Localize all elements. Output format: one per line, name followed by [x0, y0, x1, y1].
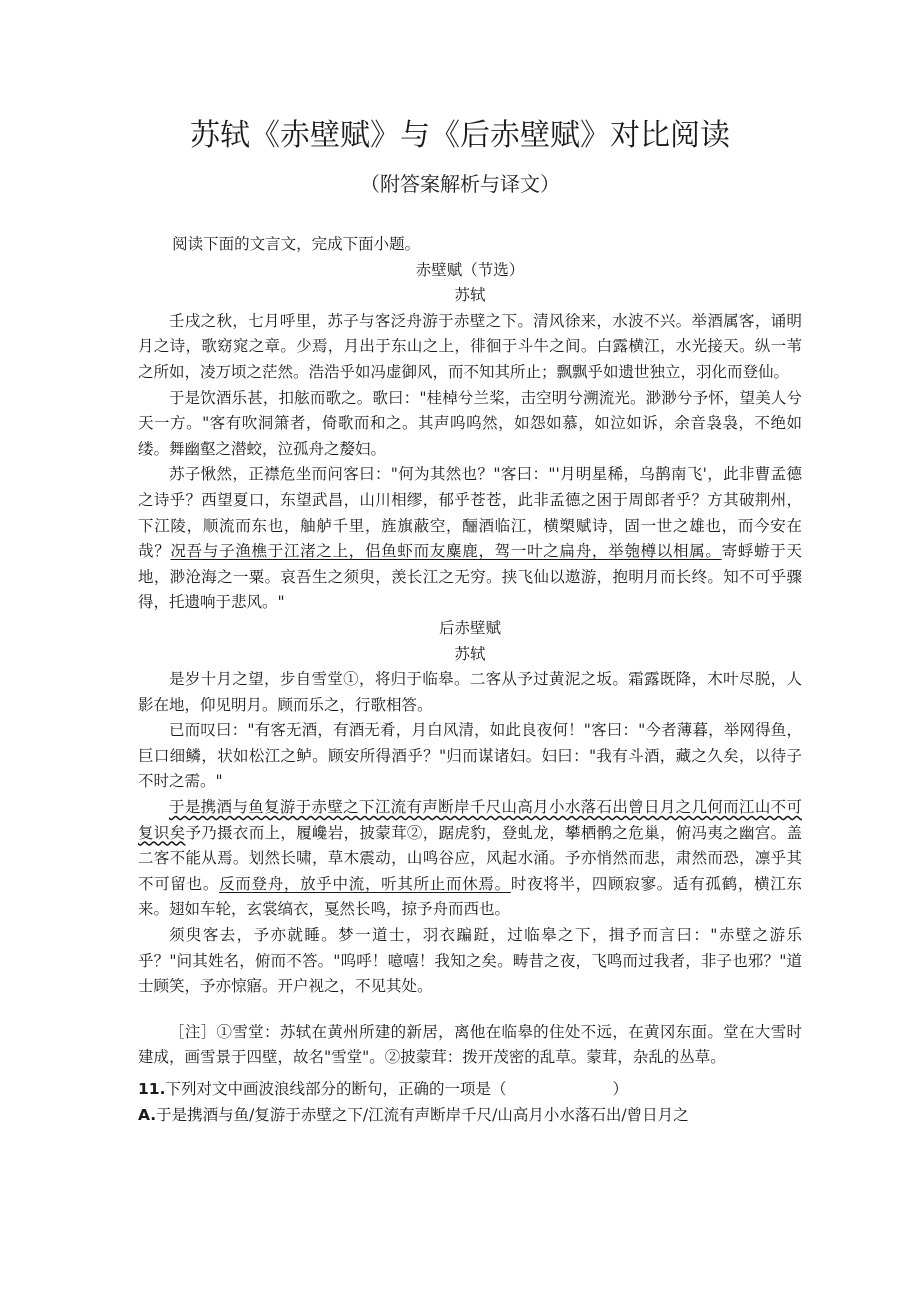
document-subtitle: （附答案解析与译文）: [360, 172, 560, 196]
question-stem: 下列对文中画波浪线部分的断句，正确的一项是（: [165, 1080, 507, 1098]
text2-paragraph-2: 已而叹曰："有客无酒，有酒无肴，月白风清，如此良夜何！"客曰："今者薄暮，举网得鱼，巨口细鳞，状如松江之鲈。顾安所得酒乎？"归而谋诸妇。妇曰："我有斗酒，藏之久矣，以待子不时之需。": [138, 721, 802, 791]
text1-paragraph-1: 壬戌之秋，七月呼里，苏子与客泛舟游于赤壁之下。清风徐来，水波不兴。举酒属客，诵明月之诗，歌窈窕之章。少焉，月出于东山之上，徘徊于斗牛之间。白露横江，水光接天。纵一苇之所如，凌万顷之茫然。浩浩乎如冯虚御风，而不知其所止；飘飘乎如遗世独立，羽化而登仙。: [138, 311, 802, 381]
text1-p3-part-b: 寄蜉蝣于天地，渺沧海之一粟。哀吾生之须臾，羡长江之无穷。挟飞仙以遨游，抱明月而长终。知不可乎骤得，托遗响于悲风。": [138, 542, 802, 612]
wavy-underlined-passage: 于是携酒与鱼复游于赤壁之下江流有声断岸千尺山高月小水落石出曾日月之几何而江山不可复识矣: [138, 798, 802, 842]
text1-paragraph-3: [138, 462, 802, 616]
text1-author: 苏轼: [454, 286, 486, 305]
text2-author: 苏轼: [454, 644, 486, 663]
underlined-sentence-1: 况吾与子渔樵于江渚之上，侣鱼虾而友麋鹿，驾一叶之扁舟，举匏樽以相属。: [170, 542, 722, 561]
option-a: [138, 1103, 802, 1129]
option-a-text: 于是携酒与鱼/复游于赤壁之下/江流有声断岸千尺/山高月小水落石出/曾日月之: [156, 1105, 689, 1124]
question-11: [138, 1077, 802, 1103]
text2-title: 后赤壁赋: [438, 618, 501, 637]
text2-paragraph-4: 须臾客去，予亦就睡。梦一道士，羽衣蹁跹，过临皋之下，揖予而言曰："赤壁之游乐乎？"问其姓名，俯而不答。"呜呼！噫嘻！我知之矣。畴昔之夜，飞鸣而过我者，非子也邪？"道士顾笑，予亦惊寤。开户视之，不见其处。: [138, 926, 802, 996]
text1-title: 赤壁赋（节选）: [415, 260, 525, 279]
underlined-sentence-2: 反而登舟，放乎中流，听其所止而休焉。: [219, 874, 511, 893]
text2-paragraph-1: 是岁十月之望，步自雪堂①，将归于临皋。二客从予过黄泥之坂。霜露既降，木叶尽脱，人影在地，仰见明月。顾而乐之，行歌相答。: [138, 670, 802, 714]
footnote: ［注］①雪堂：苏轼在黄州所建的新居，离他在临皋的住处不远，在黄冈东面。堂在大雪时建成，画雪景于四壁，故名"雪堂"。②披蒙茸：拨开茂密的乱草。蒙茸，杂乱的丛草。: [138, 1022, 802, 1067]
text1-paragraph-2: 于是饮酒乐甚，扣舷而歌之。歌曰："桂棹兮兰桨，击空明兮溯流光。渺渺兮予怀，望美人兮天一方。"客有吹洞箫者，倚歌而和之。其声呜呜然，如怨如慕，如泣如诉，余音袅袅，不绝如缕。舞幽壑之潜蛟，泣孤舟之嫠妇。: [138, 388, 802, 458]
document-title: 苏轼《赤壁赋》与《后赤壁赋》对比阅读: [190, 118, 730, 153]
question-close: ）: [612, 1080, 628, 1098]
option-a-label: A.: [138, 1105, 157, 1124]
question-number: 11.: [138, 1080, 166, 1098]
text1-p3-part-a: 苏子愀然，正襟危坐而问客曰："何为其然也？"客曰："'月明星稀，乌鹊南飞'，此非曹孟德之诗乎？西望夏口，东望武昌，山川相缪，郁乎苍苍，此非孟德之困于周郎者乎？方其破荆州，下江陵，顺流而东也，舳舻千里，旌旗蔽空，酾酒临江，横槊赋诗，固一世之雄也，而今安在哉？: [138, 465, 802, 561]
text2-paragraph-3: [138, 795, 802, 923]
instructions: 阅读下面的文言文，完成下面小题。: [172, 235, 421, 253]
text2-p3-part-a: 予乃摄衣而上，履巉岩，披蒙茸②，踞虎豹，登虬龙，攀栖鹘之危巢，俯冯夷之幽宫。盖二客不能从焉。划然长啸，草木震动，山鸣谷应，风起水涌。予亦悄然而悲，肃然而恐，凛乎其不可留也。: [138, 823, 802, 893]
text2-p3-part-b: 时夜将半，四顾寂寥。适有孤鹤，横江东来。翅如车轮，玄裳缟衣，戛然长鸣，掠予舟而西也。: [138, 874, 802, 919]
document-body: [138, 232, 802, 1128]
